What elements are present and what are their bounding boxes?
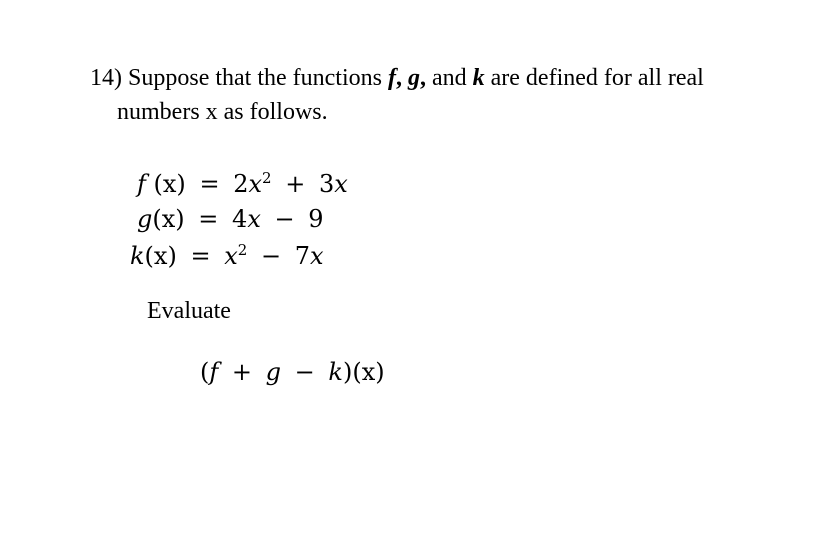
- equation-k-operator: −: [260, 242, 282, 270]
- equation-f-var: x: [248, 170, 263, 198]
- comma: ,: [395, 65, 402, 91]
- evaluate-expression: [200, 358, 385, 386]
- equation-f: [137, 170, 348, 198]
- problem-line-1: [90, 61, 790, 95]
- expr-g: g: [265, 358, 282, 386]
- equation-k-var: x: [224, 242, 238, 270]
- comma: ,: [419, 65, 426, 91]
- equation-f-coef-b: 3: [318, 170, 335, 198]
- equation-k-arg: (x): [144, 242, 177, 270]
- equation-k: [130, 242, 324, 270]
- equation-k-coef-b: 7: [294, 242, 310, 270]
- problem-line-2: numbers x as follows.: [117, 99, 328, 125]
- equals-sign: =: [190, 242, 211, 270]
- evaluate-label: Evaluate: [147, 298, 231, 324]
- equation-k-var2: x: [309, 242, 324, 270]
- equation-g-const: 9: [308, 205, 324, 233]
- equation-k-name: k: [130, 242, 145, 270]
- equation-k-exponent: 2: [237, 241, 248, 259]
- equation-f-exponent: 2: [262, 169, 272, 187]
- equation-g-operator: −: [274, 205, 295, 233]
- close-paren-arg: )(x): [342, 358, 385, 386]
- function-k-label: k: [472, 65, 485, 91]
- problem-statement: [90, 61, 790, 129]
- equation-f-coef-a: 2: [233, 170, 249, 198]
- equals-sign: =: [199, 170, 220, 198]
- and-word: and: [431, 65, 467, 91]
- expr-f: f: [209, 358, 219, 386]
- equation-f-arg: (x): [153, 170, 186, 198]
- problem-intro: Suppose that the functions: [128, 65, 382, 91]
- equation-f-var2: x: [334, 170, 348, 198]
- equation-g-arg: (x): [152, 205, 185, 233]
- plus-sign: +: [231, 358, 253, 386]
- equation-g-name: g: [137, 205, 153, 233]
- expr-k: k: [328, 358, 343, 386]
- equation-f-name: f: [137, 170, 146, 198]
- equation-g-coef-a: 4: [232, 205, 248, 233]
- equation-f-operator: +: [285, 170, 306, 198]
- function-f-label: f: [387, 65, 396, 91]
- problem-rest: are defined for all real: [490, 65, 704, 91]
- problem-number: 14): [90, 65, 122, 91]
- equation-g-var: x: [247, 205, 261, 233]
- function-g-label: g: [407, 65, 420, 91]
- open-paren: (: [200, 358, 210, 386]
- equation-g: [137, 205, 324, 233]
- equals-sign: =: [198, 205, 219, 233]
- minus-sign: −: [294, 358, 315, 386]
